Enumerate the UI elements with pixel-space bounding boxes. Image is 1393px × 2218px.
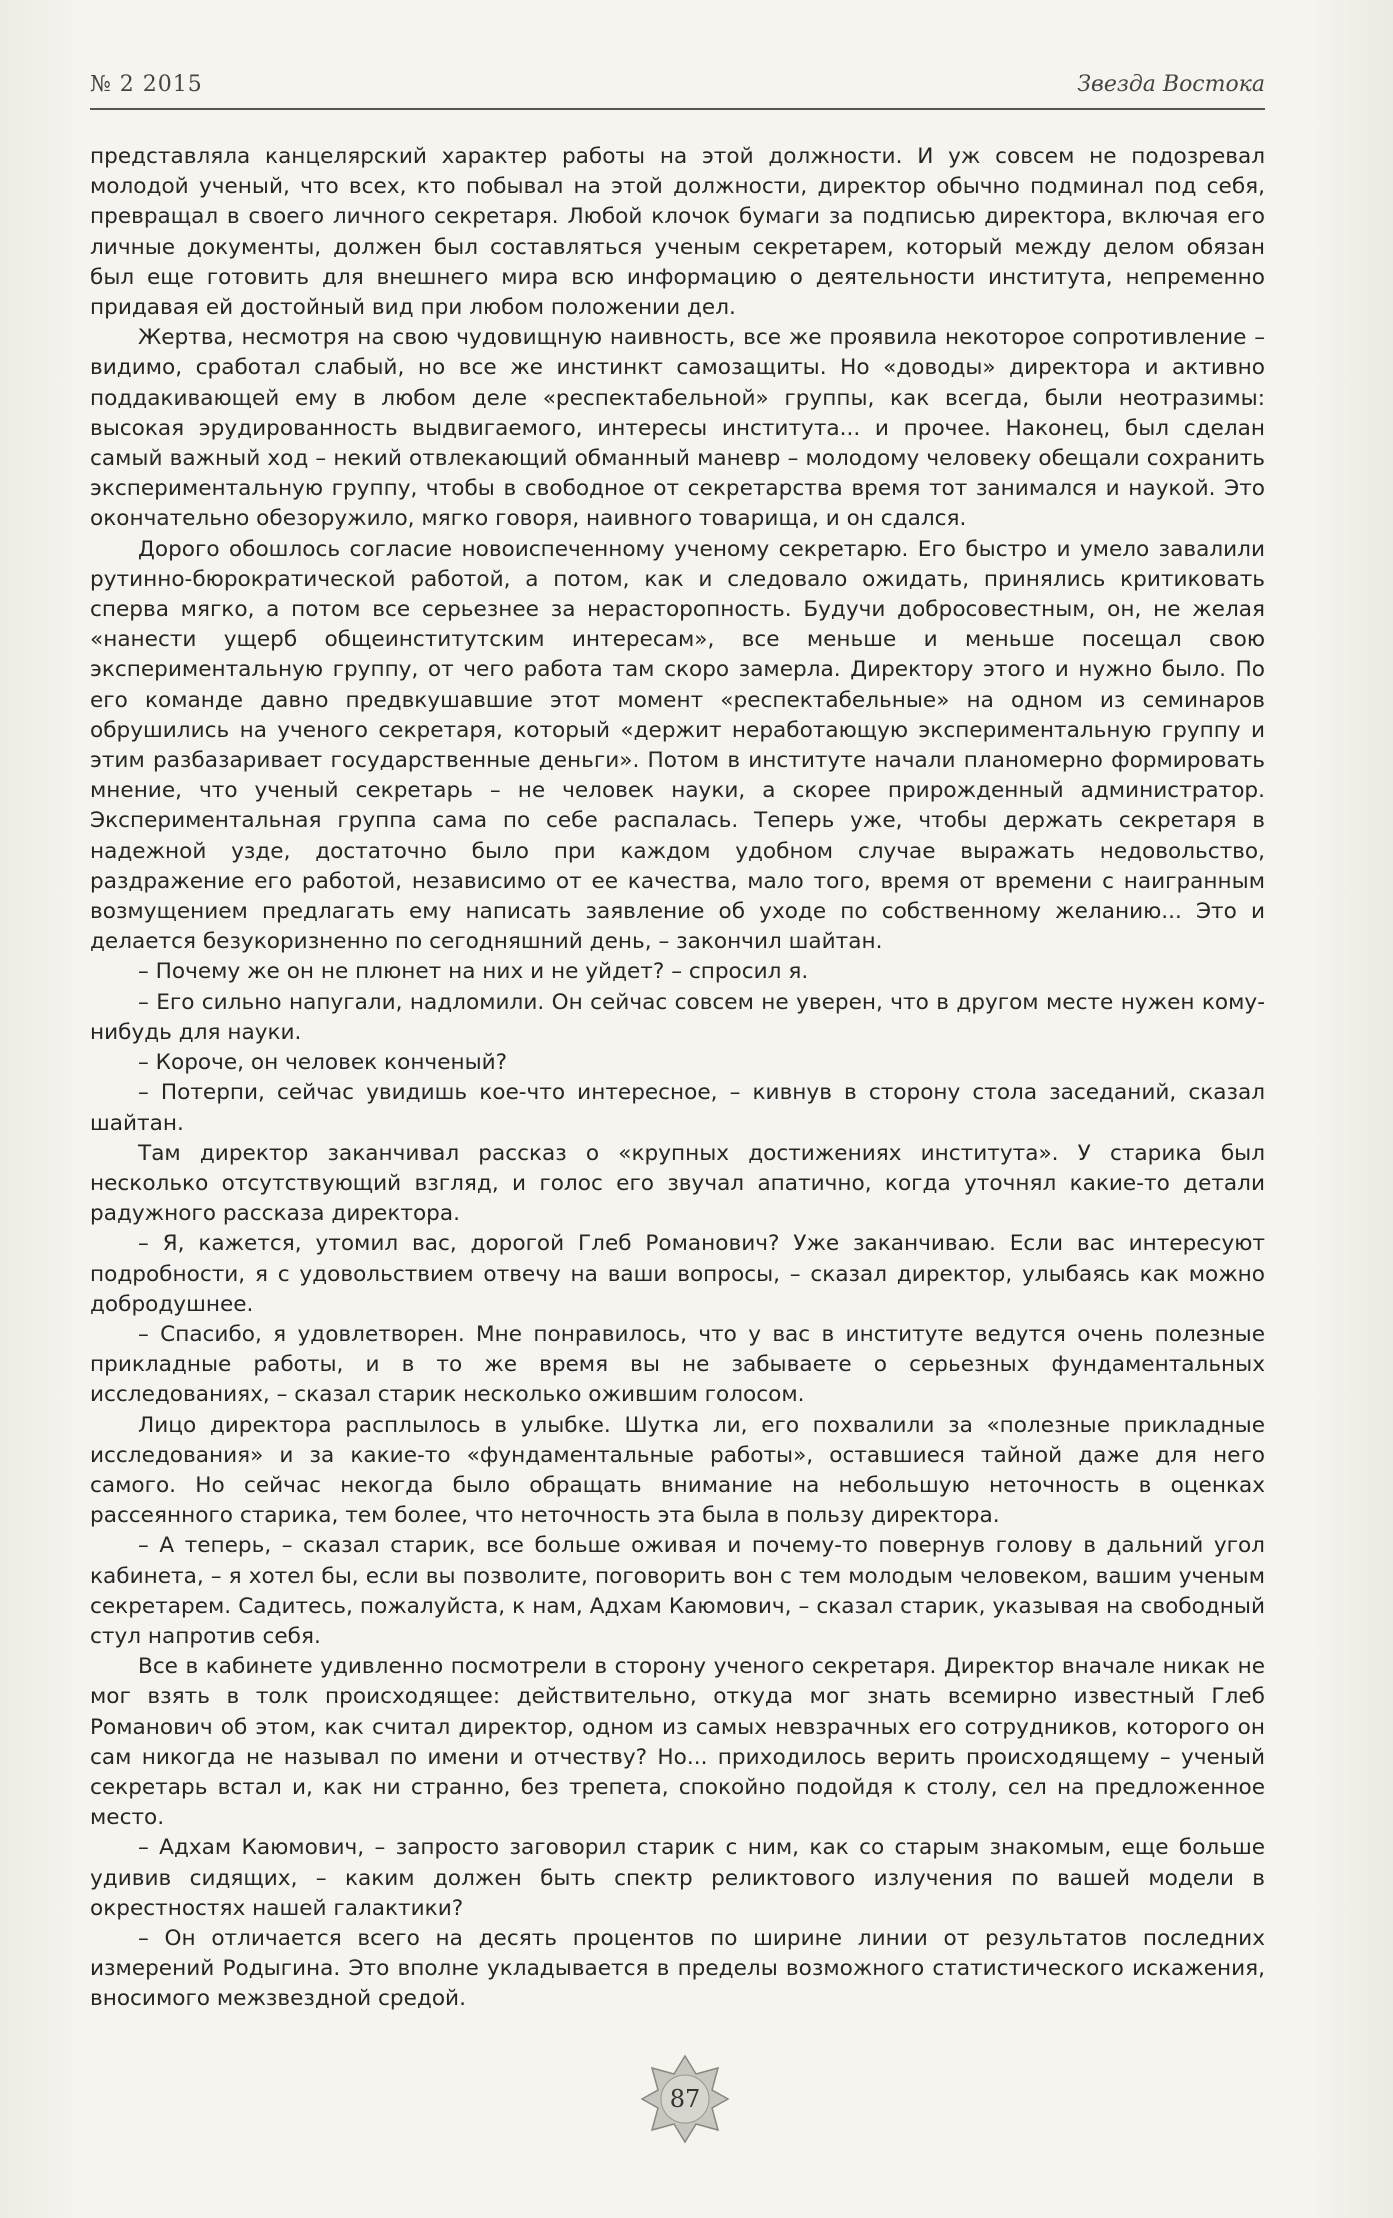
header-rule xyxy=(90,108,1265,110)
page-number-ornament xyxy=(640,2054,730,2144)
article-body xyxy=(90,142,1265,2015)
paragraph: Там директор заканчивал рассказ о «крупных достижениях института». У старика был несколько отсутствующий взгляд, и голос его звучал апатично, когда уточнял какие-то детали радужного рассказа директора. xyxy=(90,1140,1265,1227)
paragraph: – Его сильно напугали, надломили. Он сейчас совсем не уверен, что в другом месте нужен кому-нибудь для науки. xyxy=(90,989,1265,1045)
paragraph: представляла канцелярский характер работы на этой должности. И уж совсем не подозревал молодой ученый, что всех, кто побывал на этой должности, директор обычно подминал под себя, превращал в своего личного секретаря. Любой клочок бумаги за подписью директора, включая его личные документы, должен был составляться ученым секретарем, который между делом обязан был еще готовить для внешнего мира всю информацию о деятельности института, непременно придавая ей достойный вид при любом положении дел. xyxy=(90,144,1265,321)
running-header xyxy=(90,64,1265,108)
paragraph: Все в кабинете удивленно посмотрели в сторону ученого секретаря. Директор вначале никак не мог взять в толк происходящее: действительно, откуда мог знать всемирно известный Глеб Романович об этом, как считал директор, одном из самых невзрачных его сотрудников, которого он сам никогда не называл по имени и отчеству? Но... приходилось верить происходящему – ученый секретарь встал и, как ни странно, без трепета, спокойно подойдя к столу, сел на предложенное место. xyxy=(90,1654,1265,1831)
paragraph: – Он отличается всего на десять процентов по ширине линии от результатов последних измерений Родыгина. Это вполне укладывается в пределы возможного статистического искажения, вносимого межзвездной средой. xyxy=(90,1925,1265,2012)
journal-title: Звезда Востока xyxy=(1077,72,1265,97)
page-number: 87 xyxy=(669,2085,701,2113)
paragraph: Дорого обошлось согласие новоиспеченному ученому секретарю. Его быстро и умело завалили рутинно-бюрократической работой, а потом, как и следовало ожидать, принялись критиковать сперва мягко, а потом все серьезнее за нерасторопность. Будучи добросовестным, он, не желая «нанести ущерб общеинститутским интересам», все меньше и меньше посещал свою экспериментальную группу, от чего работа там скоро замерла. Директору этого и нужно было. По его команде давно предвкушавшие этот момент «респектабельные» на одном из семинаров обрушились на ученого секретаря, который «держит неработающую экспериментальную группу и этим разбазаривает государственные деньги». Потом в институте начали планомерно формировать мнение, что ученый секретарь – не человек науки, а скорее прирожденный администратор. Экспериментальная группа сама по себе распалась. Теперь уже, чтобы держать секретаря в надежной узде, достаточно было при каждом удобном случае выражать недовольство, раздражение его работой, независимо от ее качества, мало того, время от времени с наигранным возмущением предлагать ему написать заявление об уходе по собственному желанию... Это и делается безукоризненно по сегодняшний день, – закончил шайтан. xyxy=(90,536,1265,955)
paragraph: – Короче, он человек конченый? xyxy=(138,1050,508,1076)
paragraph: – Я, кажется, утомил вас, дорогой Глеб Романович? Уже заканчиваю. Если вас интересуют подробности, я с удовольствием отвечу на ваши вопросы, – сказал директор, улыбаясь как можно добродушнее. xyxy=(90,1231,1265,1317)
paragraph: – Адхам Каюмович, – запросто заговорил старик с ним, как со старым знакомым, еще больше удивив сидящих, – каким должен быть спектр реликтового излучения по вашей модели в окрестностях нашей галактики? xyxy=(90,1835,1265,1921)
paragraph: Жертва, несмотря на свою чудовищную наивность, все же проявила некоторое сопротивление – видимо, сработал слабый, но все же инстинкт самозащиты. Но «доводы» директора и активно поддакивающей ему в любом деле «респектабельной» группы, как всегда, были неотразимы: высокая эрудированность выдвигаемого, интересы института... и прочее. Наконец, был сделан самый важный ход – некий отвлекающий обманный маневр – молодому человеку обещали сохранить экспериментальную группу, чтобы в свободное от секретарства время тот занимался и наукой. Это окончательно обезоружило, мягко говоря, наивного товарища, и он сдался. xyxy=(90,325,1265,532)
paragraph: – Потерпи, сейчас увидишь кое-что интересное, – кивнув в сторону стола заседаний, сказал шайтан. xyxy=(90,1080,1265,1136)
issue-label: № 2 2015 xyxy=(90,72,203,97)
paragraph: – Спасибо, я удовлетворен. Мне понравилось, что у вас в институте ведутся очень полезные прикладные работы, и в то же время вы не забываете о серьезных фундаментальных исследованиях, – сказал старик несколько ожившим голосом. xyxy=(90,1321,1265,1408)
paragraph: – Почему же он не плюнет на них и не уйдет? – спросил я. xyxy=(138,959,809,985)
paragraph: Лицо директора расплылось в улыбке. Шутка ли, его похвалили за «полезные прикладные исследования» и за какие-то «фундаментальные работы», оставшиеся тайной даже для него самого. Но сейчас некогда было обращать внимание на небольшую неточность в оценках рассеянного старика, тем более, что неточность эта была в пользу директора. xyxy=(90,1412,1265,1529)
paragraph: – А теперь, – сказал старик, все больше оживая и почему-то повернув голову в дальний угол кабинета, – я хотел бы, если вы позволите, поговорить вон с тем молодым человеком, вашим ученым секретарем. Садитесь, пожалуйста, к нам, Адхам Каюмович, – сказал старик, указывая на свободный стул напротив себя. xyxy=(90,1533,1265,1649)
